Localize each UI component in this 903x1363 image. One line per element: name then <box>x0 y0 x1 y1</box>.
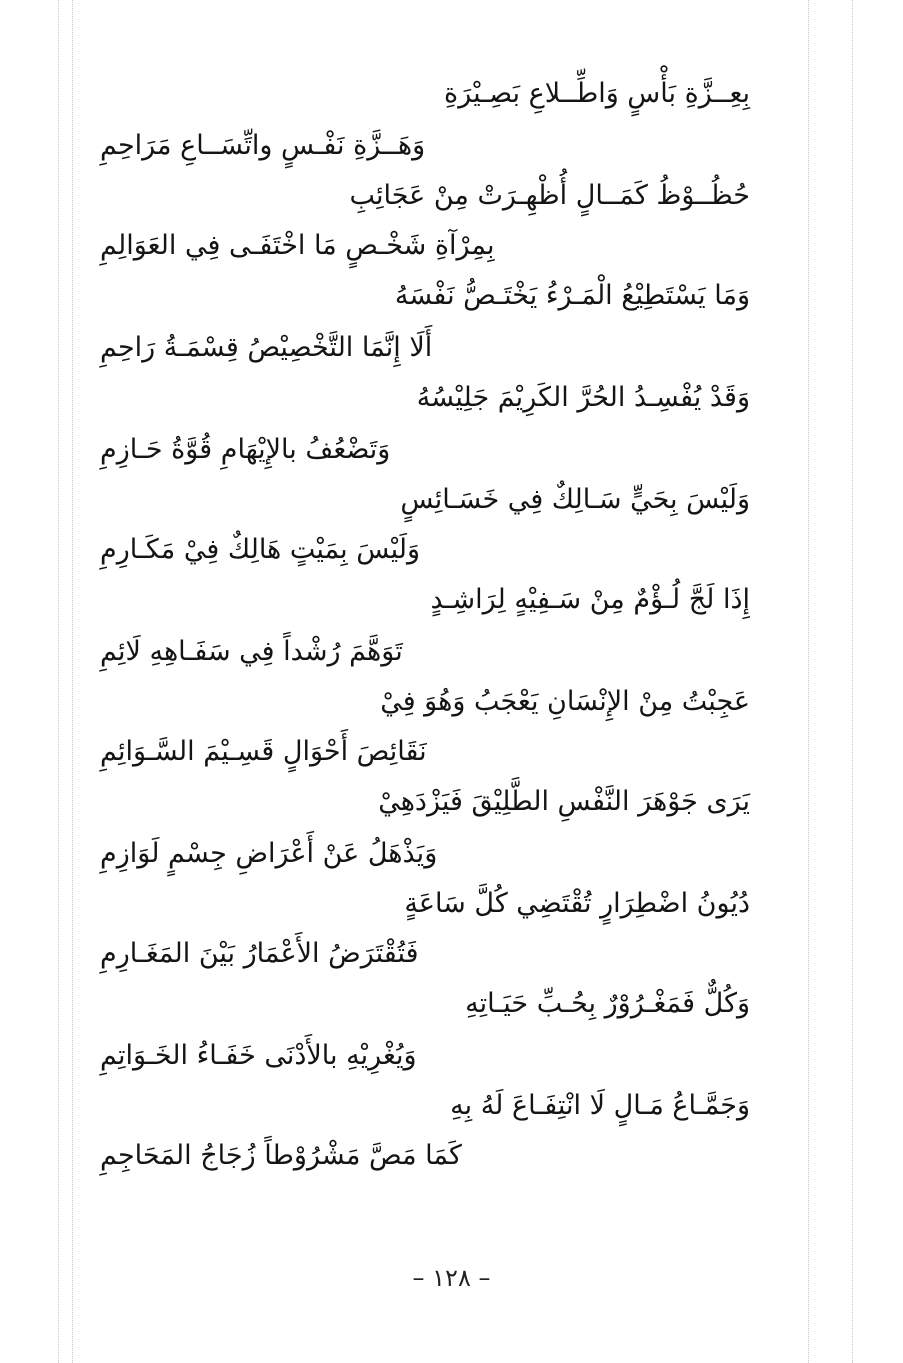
verse-first-hemistich: وَقَدْ يُفْسِـدُ الحُرَّ الكَرِيْمَ جَلِيْسُهُ <box>416 382 750 413</box>
verse-first-hemistich: يَرَى جَوْهَرَ النَّفْسِ الطَّلِيْقَ فَيَزْدَهِيْ <box>378 786 750 817</box>
verse-first-hemistich: بِعِــزَّةِ بَأْسٍ وَاطِّــلاعِ بَصِـيْرَةِ <box>444 78 750 109</box>
verse-second-hemistich: أَلَا إِنَّمَا التَّخْصِيْصُ قِسْمَـةُ رَاحِمِ <box>100 332 433 363</box>
verse-first-hemistich: وَلَيْسَ بِحَيٍّ سَـالِكٌ فِي خَسَـائِسٍ <box>400 484 750 515</box>
verse-first-hemistich: حُظُــوْظُ كَمَــالٍ أُظْهِـرَتْ مِنْ عَجَائِبِ <box>349 180 750 211</box>
verse-first-hemistich: دُيُونُ اضْطِرَارٍ تُقْتَضِي كُلَّ سَاعَةٍ <box>404 888 750 919</box>
verse-second-hemistich: بِمِرْآةِ شَخْـصٍ مَا اخْتَفَـى فِي العَوَالِمِ <box>100 230 495 261</box>
page-number: – ١٢٨ – <box>412 1264 491 1292</box>
verse-first-hemistich: وَجَمَّـاعُ مَـالٍ لَا انْتِفَـاعَ لَهُ بِهِ <box>450 1090 750 1121</box>
verse-second-hemistich: وَيُغْرِيْهِ بالأَدْنَى خَفَـاءُ الخَـوَاتِمِ <box>100 1040 417 1071</box>
verse-second-hemistich: وَتَضْعُفُ بالإِيْهَامِ قُوَّةُ حَـازِمِ <box>100 434 391 465</box>
verse-first-hemistich: وَمَا يَسْتَطِيْعُ الْمَـرْءُ يَخْتَـصُّ نَفْسَهُ <box>394 280 750 311</box>
verse-second-hemistich: نَقَائِصَ أَحْوَالٍ قَسِـيْمَ السَّـوَائِمِ <box>100 736 427 767</box>
verse-first-hemistich: إِذَا لَجَّ لُـؤْمٌ مِنْ سَـفِيْهٍ لِرَاشِـدٍ <box>430 584 750 615</box>
verse-first-hemistich: وَكُلٌّ فَمَغْـرُوْرٌ بِحُـبِّ حَيَـاتِهِ <box>465 988 750 1019</box>
verse-second-hemistich: فَتُقْتَرَضُ الأَعْمَارُ بَيْنَ المَغَـارِمِ <box>100 938 419 969</box>
verse-second-hemistich: كَمَا مَصَّ مَشْرُوْطاً زُجَاجُ المَحَاجِمِ <box>100 1140 462 1171</box>
verse-second-hemistich: وَيَذْهَلُ عَنْ أَعْرَاضِ جِسْمٍ لَوَازِمِ <box>100 838 438 869</box>
verse-second-hemistich: وَلَيْسَ بِمَيْتٍ هَالِكٌ فِيْ مَكَـارِمِ <box>100 534 421 565</box>
verse-second-hemistich: وَهَــزَّةِ نَفْـسٍ واتِّسَــاعِ مَرَاحِمِ <box>100 130 426 161</box>
verse-second-hemistich: تَوَهَّمَ رُشْداً فِي سَفَـاهِهِ لَائِمِ <box>100 636 403 667</box>
verse-first-hemistich: عَجِبْتُ مِنْ الإِنْسَانِ يَعْجَبُ وَهُوَ فِيْ <box>380 686 750 717</box>
